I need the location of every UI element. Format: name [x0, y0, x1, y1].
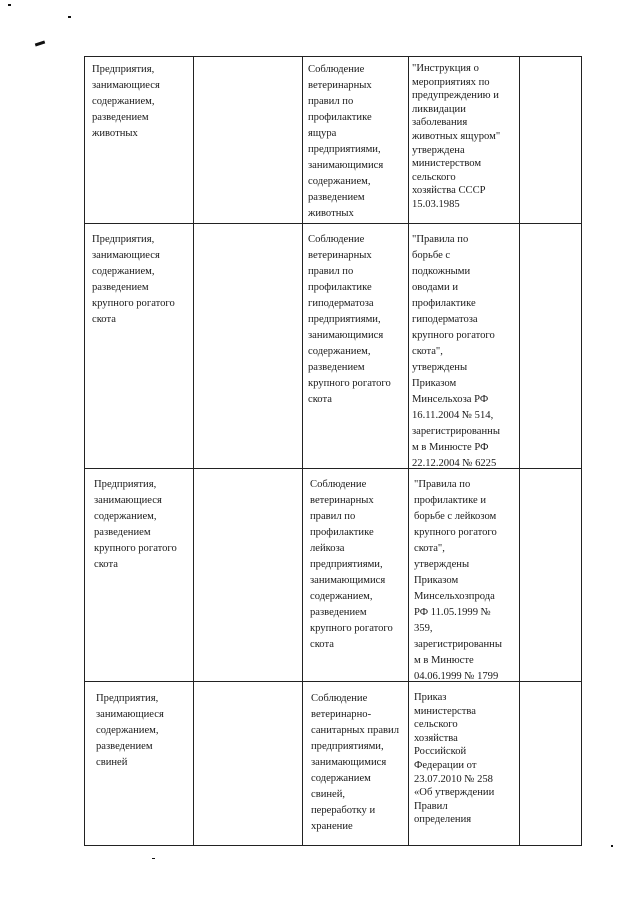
table-cell-requirement: Соблюдение ветеринарно- санитарных правил предприятиями, занимающимися содержанием свиней, переработку и хранение — [311, 693, 399, 832]
scan-speck — [8, 4, 11, 6]
column-divider — [408, 56, 409, 846]
table-cell-subject: Предприятия, занимающиеся содержанием, разведением крупного рогатого скота — [94, 479, 177, 570]
column-divider — [519, 56, 520, 846]
column-divider — [302, 56, 303, 846]
table-border-top — [84, 56, 582, 57]
row-divider — [84, 223, 582, 224]
table-cell-document: Приказ министерства сельского хозяйства Российской Федерации от 23.07.2010 № 258 «Об утверждении Правил определения — [414, 692, 495, 826]
table-cell-requirement: Соблюдение ветеринарных правил по профилактике гиподерматоза предприятиями, занимающимися содержанием, разведением крупного рогатого скота — [308, 234, 391, 405]
table-cell-subject: Предприятия, занимающиеся содержанием, разведением животных — [92, 64, 160, 139]
table-border-bottom — [84, 845, 582, 846]
table-cell-document: "Инструкция о мероприятиях по предупреждению и ликвидации заболевания животных ящуром" утверждена министерством сельского хозяйства СССР 15.03.1985 — [412, 63, 501, 210]
table-border-left — [84, 56, 85, 846]
scan-speck — [35, 41, 45, 47]
table-cell-requirement: Соблюдение ветеринарных правил по профилактике лейкоза предприятиями, занимающимися содержанием, разведением крупного рогатого скота — [310, 479, 393, 650]
column-divider — [193, 56, 194, 846]
table-cell-subject: Предприятия, занимающиеся содержанием, разведением свиней — [96, 693, 164, 768]
table-cell-requirement: Соблюдение ветеринарных правил по профилактике ящура предприятиями, занимающимися содержанием, разведением животных — [308, 64, 384, 219]
scan-speck — [152, 858, 155, 859]
table-cell-document: "Правила по профилактике и борьбе с лейкозом крупного рогатого скота", утверждены Приказом Минсельхозпрода РФ 11.05.1999 № 359, зарегистрированны м в Минюсте 04.06.1999 № 1799 — [414, 479, 502, 682]
table-cell-document: "Правила по борьбе с подкожными оводами и профилактике гиподерматоза крупного рогатого скота", утверждены Приказом Минсельхоза РФ 16.11.2004 № 514, зарегистрированны м в Минюсте РФ 22.12.2004 № 6225 — [412, 234, 500, 469]
table-border-right — [581, 56, 582, 846]
scan-speck — [611, 845, 613, 847]
table-cell-subject: Предприятия, занимающиеся содержанием, разведением крупного рогатого скота — [92, 234, 175, 325]
scan-speck — [68, 16, 71, 18]
